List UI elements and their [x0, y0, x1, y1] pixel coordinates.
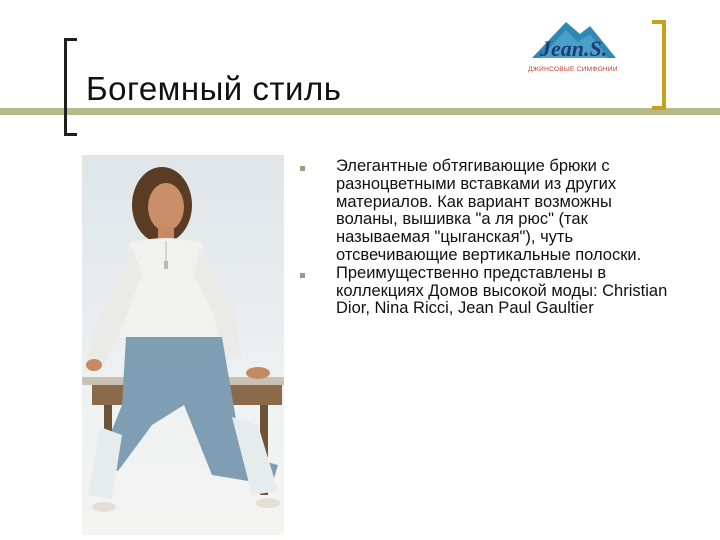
logo-tagline: ДЖИНСОВЫЕ СИМФОНИИ: [528, 66, 618, 73]
slide-title: Богемный стиль: [86, 70, 342, 107]
mountain-logo-icon: [518, 18, 628, 64]
square-bullet-icon: [300, 166, 305, 171]
bullet-list: [300, 158, 675, 318]
logo-wordmark-text: Jean.S.: [540, 36, 608, 61]
bullet-text: Преимущественно представлены в коллекциях Домов высокой моды: Christian Dior, Nina Ricci, Jean Paul Gaultier: [336, 263, 668, 318]
list-item: [300, 265, 675, 318]
square-bullet-icon: [300, 273, 305, 278]
model-photo: [82, 155, 284, 535]
left-bracket-decoration: [64, 38, 77, 136]
brand-logo: [518, 18, 628, 73]
bullet-text: Элегантные обтягивающие брюки с разноцветными вставками из других материалов. Как вариант возможны воланы, вышивка "а ля рюс" (так называемая "цыганская"), чуть отсвечивающие вертикальные полоски.: [336, 157, 642, 264]
list-item: [300, 158, 675, 265]
right-bracket-decoration: [652, 20, 666, 110]
logo-wordmark: [539, 36, 607, 61]
title-underline-bar: [0, 108, 720, 115]
photo-illustration: [82, 155, 284, 535]
